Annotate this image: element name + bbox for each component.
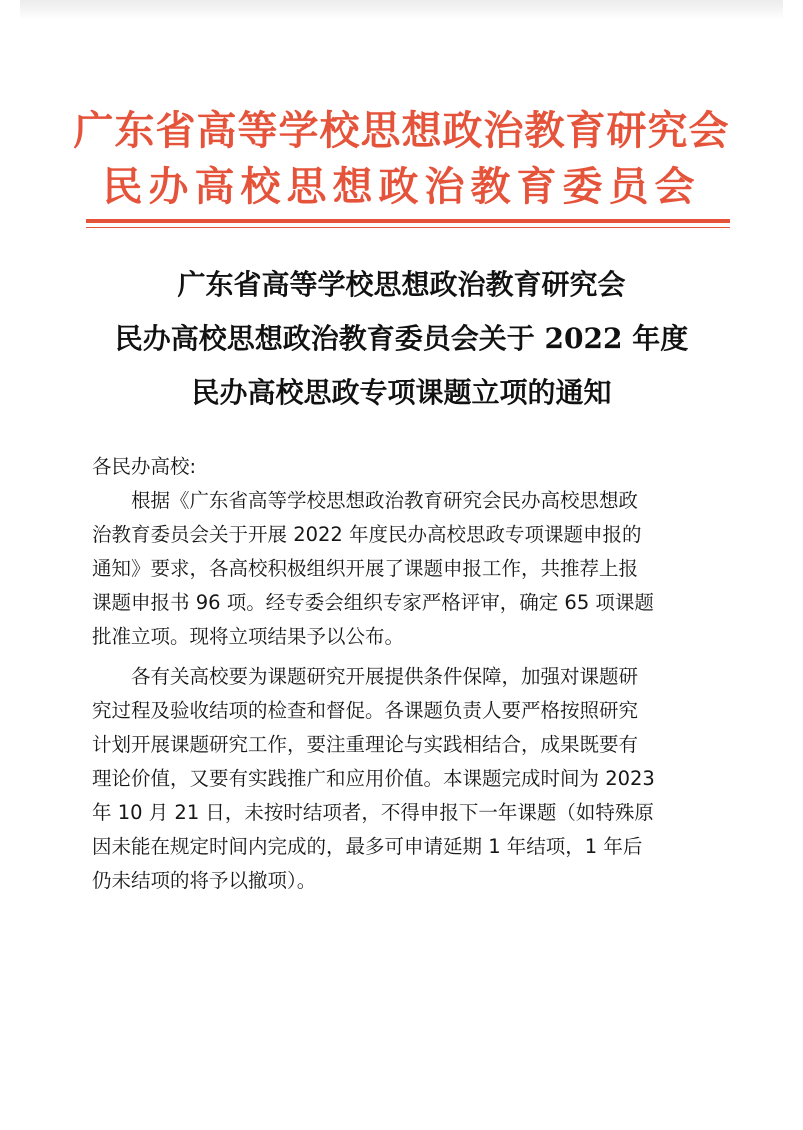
paragraph-2-line: 年 10 月 21 日，未按时结项者，不得申报下一年课题（如特殊原 (92, 801, 654, 824)
paragraph-1-line: 批准立项。现将立项结果予以公布。 (92, 625, 405, 648)
letterhead-rule-thick (86, 219, 730, 223)
title-line-2: 民办高校思想政治教育委员会关于 2022 年度 (114, 322, 689, 355)
paragraph-1-line: 根据《广东省高等学校思想政治教育研究会民办高校思想政 (131, 489, 639, 512)
paragraph-2-line: 各有关高校要为课题研究开展提供条件保障，加强对课题研 (131, 665, 639, 688)
paragraph-2-line: 计划开展课题研究工作，要注重理论与实践相结合，成果既要有 (92, 733, 639, 756)
letterhead-committee: 民办高校思想政治教育委员会 (102, 163, 701, 210)
title-line-1: 广东省高等学校思想政治教育研究会 (177, 268, 626, 301)
document-body (92, 450, 722, 898)
letterhead-rule-thin (86, 227, 730, 228)
letterhead-organization: 广东省高等学校思想政治教育研究会 (73, 107, 730, 154)
paragraph-1 (92, 484, 722, 654)
scan-edge-shadow (20, 0, 783, 20)
paragraph-1-line: 治教育委员会关于开展 2022 年度民办高校思政专项课题申报的 (92, 523, 642, 546)
letterhead (0, 103, 803, 215)
paragraph-2-line: 理论价值，又要有实践推广和应用价值。本课题完成时间为 2023 (92, 767, 655, 790)
title-line-3: 民办高校思政专项课题立项的通知 (191, 376, 612, 409)
paragraph-2-line: 因未能在规定时间内完成的，最多可申请延期 1 年结项，1 年后 (92, 835, 643, 858)
paragraph-1-line: 通知》要求，各高校积极组织开展了课题申报工作，共推荐上报 (92, 557, 639, 580)
paragraph-2-line: 仍未结项的将予以撤项）。 (92, 869, 317, 892)
document-title (0, 258, 803, 420)
paragraph-1-line: 课题申报书 96 项。经专委会组织专家严格评审，确定 65 项课题 (92, 591, 654, 614)
paragraph-2 (92, 660, 722, 898)
salutation: 各民办高校: (92, 455, 197, 478)
paragraph-2-line: 究过程及验收结项的检查和督促。各课题负责人要严格按照研究 (92, 699, 639, 722)
